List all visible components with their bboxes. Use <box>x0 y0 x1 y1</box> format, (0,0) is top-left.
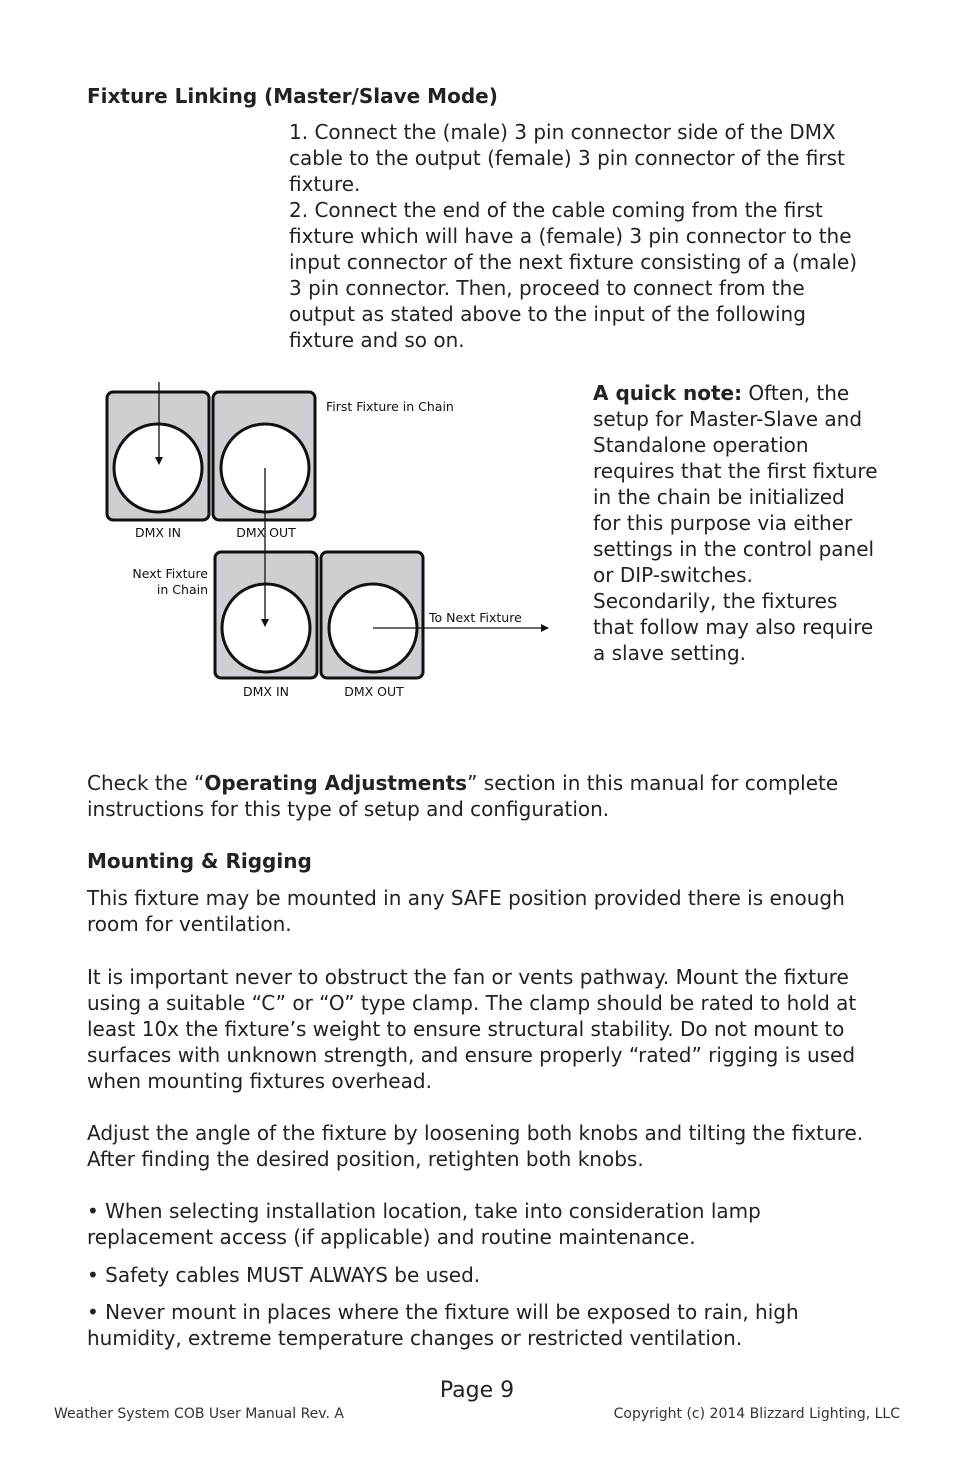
mounting-para-3: Adjust the angle of the fixture by loosening both knobs and tilting the fixture. After finding the desired position, retighten both knobs. <box>87 1121 864 1171</box>
step-1-text: 1. Connect the (male) 3 pin connector side of the DMX cable to the output (female) 3 pin connector of the first fixture. <box>289 120 845 196</box>
footer-copyright: Copyright (c) 2014 Blizzard Lighting, LLC <box>613 1406 900 1422</box>
next-fixture-label-line2: in Chain <box>156 582 208 597</box>
mounting-para-2: It is important never to obstruct the fan or vents pathway. Mount the fixture using a suitable “C” or “O” type clamp. The clamp should be rated to hold at least 10x the fixture’s weight to ensure structural stability. Do not mount to surfaces with unknown strength, and ensure properly “rated” rigging is used when mounting fixtures overhead. <box>87 965 857 1093</box>
dmx-out-label-2: DMX OUT <box>344 684 404 699</box>
first-fixture-dmx-in-connector <box>114 424 202 512</box>
to-next-fixture-label: To Next Fixture <box>429 610 522 625</box>
daisy-chain-diagram <box>100 378 560 708</box>
step-2-text: 2. Connect the end of the cable coming from the first fixture which will have a (female) 3 pin connector to the input connector of the next fixture consisting of a (male) 3 pin connector. Then, proceed to connect from the output as stated above to the input of the following fixture and so on. <box>289 198 858 352</box>
footer-manual-title: Weather System COB User Manual Rev. A <box>54 1406 344 1422</box>
first-fixture-label: First Fixture in Chain <box>326 399 454 414</box>
next-fixture-dmx-in-connector <box>222 584 310 672</box>
dmx-out-label-1: DMX OUT <box>236 525 296 540</box>
page-number: Page 9 <box>439 1378 515 1403</box>
section-title-mounting-rigging: Mounting & Rigging <box>87 849 312 873</box>
check-post: ” section in this manual for complete instructions for this type of setup and configuration. <box>87 771 839 821</box>
dmx-in-label-2: DMX IN <box>243 684 289 699</box>
quick-note-text: Often, the setup for Master-Slave and Standalone operation requires that the first fixture in the chain be initialized for this purpose via either settings in the control panel or DIP-switches. Secondarily, the fixtures that follow may also require a slave setting. <box>593 381 878 665</box>
next-fixture-label-line1: Next Fixture <box>132 566 208 581</box>
check-pre: Check the “ <box>87 771 205 795</box>
bullet-safety-cables: • Safety cables MUST ALWAYS be used. <box>87 1263 481 1287</box>
bullet-never-mount: • Never mount in places where the fixture will be exposed to rain, high humidity, extreme temperature changes or restricted ventilation. <box>87 1300 799 1350</box>
mounting-para-1: This fixture may be mounted in any SAFE position provided there is enough room for ventilation. <box>87 886 845 936</box>
bullet-location: • When selecting installation location, take into consideration lamp replacement access (if applicable) and routine maintenance. <box>87 1199 761 1249</box>
quick-note-lead: A quick note: <box>593 381 743 405</box>
check-paragraph <box>87 770 877 822</box>
operating-adjustments-ref: Operating Adjustments <box>204 771 468 795</box>
section-title-fixture-linking: Fixture Linking (Master/Slave Mode) <box>87 84 498 108</box>
dmx-in-label-1: DMX IN <box>135 525 181 540</box>
quick-note <box>593 380 878 666</box>
